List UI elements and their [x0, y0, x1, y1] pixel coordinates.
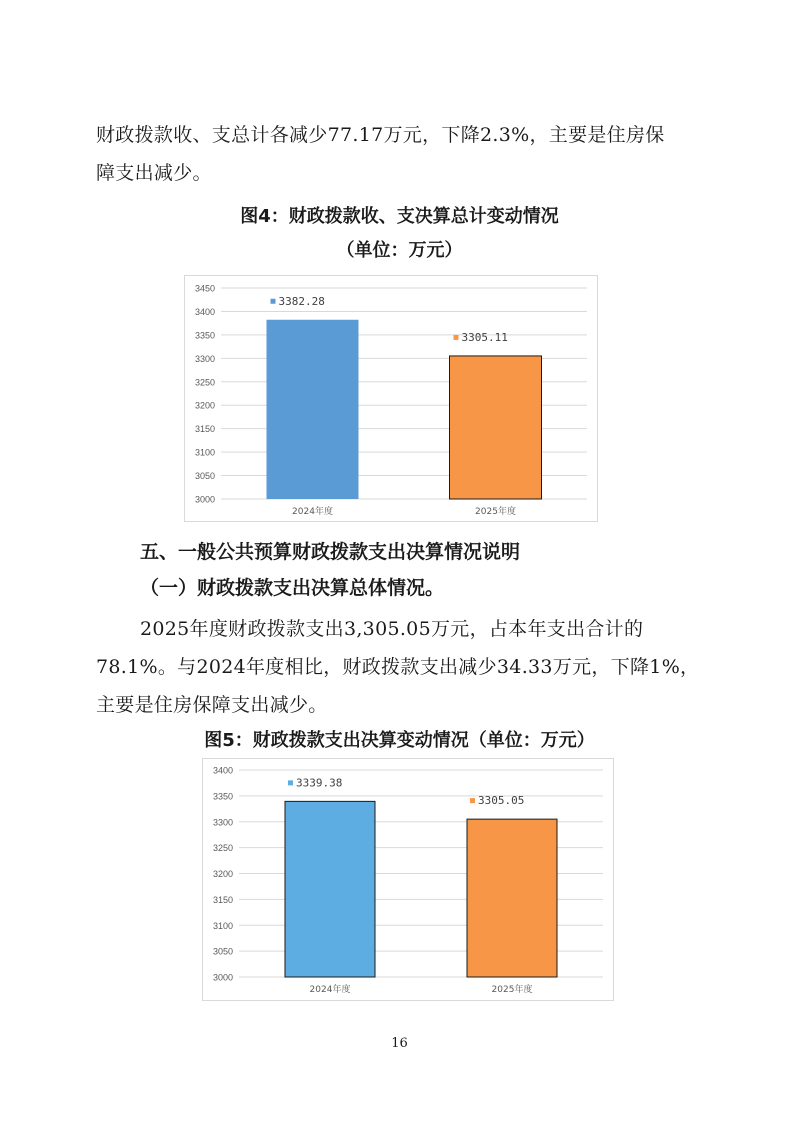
fig4-data-label-marker-1	[271, 299, 276, 304]
fig5-ytick-label: 3000	[212, 972, 233, 983]
figure5-chart-svg	[203, 759, 613, 1000]
fig5-ytick-label: 3350	[212, 791, 233, 802]
fig5-xtick-label-2: 2025年度	[491, 985, 533, 995]
figure4-unit: （单位：万元）	[336, 240, 463, 261]
fig5-bar-2	[467, 819, 557, 977]
fig5-ytick-label: 3250	[212, 843, 233, 854]
intro-line-1: 财政拨款收、支总计各减少77.17万元，下降2.3%，主要是住房保	[96, 124, 665, 146]
fig4-ytick-label: 3000	[194, 494, 215, 505]
fig5-ytick-label: 3150	[212, 894, 233, 905]
fig5-ytick-label: 3300	[212, 817, 233, 828]
fig4-data-label-marker-2	[454, 335, 459, 340]
figure5-title: 图5：财政拨款支出决算变动情况（单位：万元）	[204, 730, 595, 751]
fig4-ytick-label: 3250	[194, 377, 215, 388]
fig4-ytick-label: 3100	[194, 447, 215, 458]
figure4-chart	[184, 275, 598, 522]
figure5-chart	[202, 758, 614, 1001]
fig5-data-label-marker-1	[288, 780, 293, 785]
fig4-ytick-label: 3300	[194, 353, 215, 364]
figure4-chart-svg	[185, 276, 597, 521]
fig4-data-label-2: 3305.11	[461, 330, 508, 344]
fig5-data-label-marker-2	[470, 798, 475, 803]
fig5-data-label-1: 3339.38	[296, 776, 343, 790]
fig5-bar-1	[285, 801, 375, 977]
fig4-xtick-label-2: 2025年度	[475, 507, 516, 517]
fig4-ytick-label: 3450	[194, 283, 215, 294]
fig5-data-label-2: 3305.05	[478, 794, 525, 808]
fig4-ytick-label: 3400	[194, 306, 215, 317]
fig4-ytick-label: 3350	[194, 330, 215, 341]
section5-para-line-3: 主要是住房保障支出减少。	[96, 694, 328, 716]
fig4-data-label-1: 3382.28	[278, 294, 325, 308]
page-number: 16	[391, 1036, 408, 1051]
fig4-ytick-label: 3150	[194, 424, 215, 435]
fig5-ytick-label: 3200	[212, 869, 233, 879]
fig4-bar-1	[267, 320, 359, 499]
section5-para-line-1: 2025年度财政拨款支出3,305.05万元，占本年支出合计的	[140, 618, 644, 640]
fig5-xtick-label-1: 2024年度	[309, 985, 351, 995]
section5-para-line-2: 78.1%。与2024年度相比，财政拨款支出减少34.33万元，下降1%，	[96, 656, 700, 678]
section5-subheading: （一）财政拨款支出决算总体情况。	[140, 577, 445, 599]
fig4-ytick-label: 3200	[194, 400, 215, 411]
figure4-title: 图4：财政拨款收、支决算总计变动情况	[240, 206, 559, 227]
section5-heading: 五、一般公共预算财政拨款支出决算情况说明	[140, 541, 521, 563]
intro-line-2: 障支出减少。	[96, 162, 212, 184]
fig4-ytick-label: 3050	[194, 471, 215, 482]
fig5-ytick-label: 3050	[212, 946, 233, 957]
fig4-bar-2	[450, 356, 542, 499]
fig5-ytick-label: 3400	[212, 765, 233, 776]
fig5-ytick-label: 3100	[212, 920, 233, 931]
fig4-xtick-label-1: 2024年度	[292, 507, 333, 517]
